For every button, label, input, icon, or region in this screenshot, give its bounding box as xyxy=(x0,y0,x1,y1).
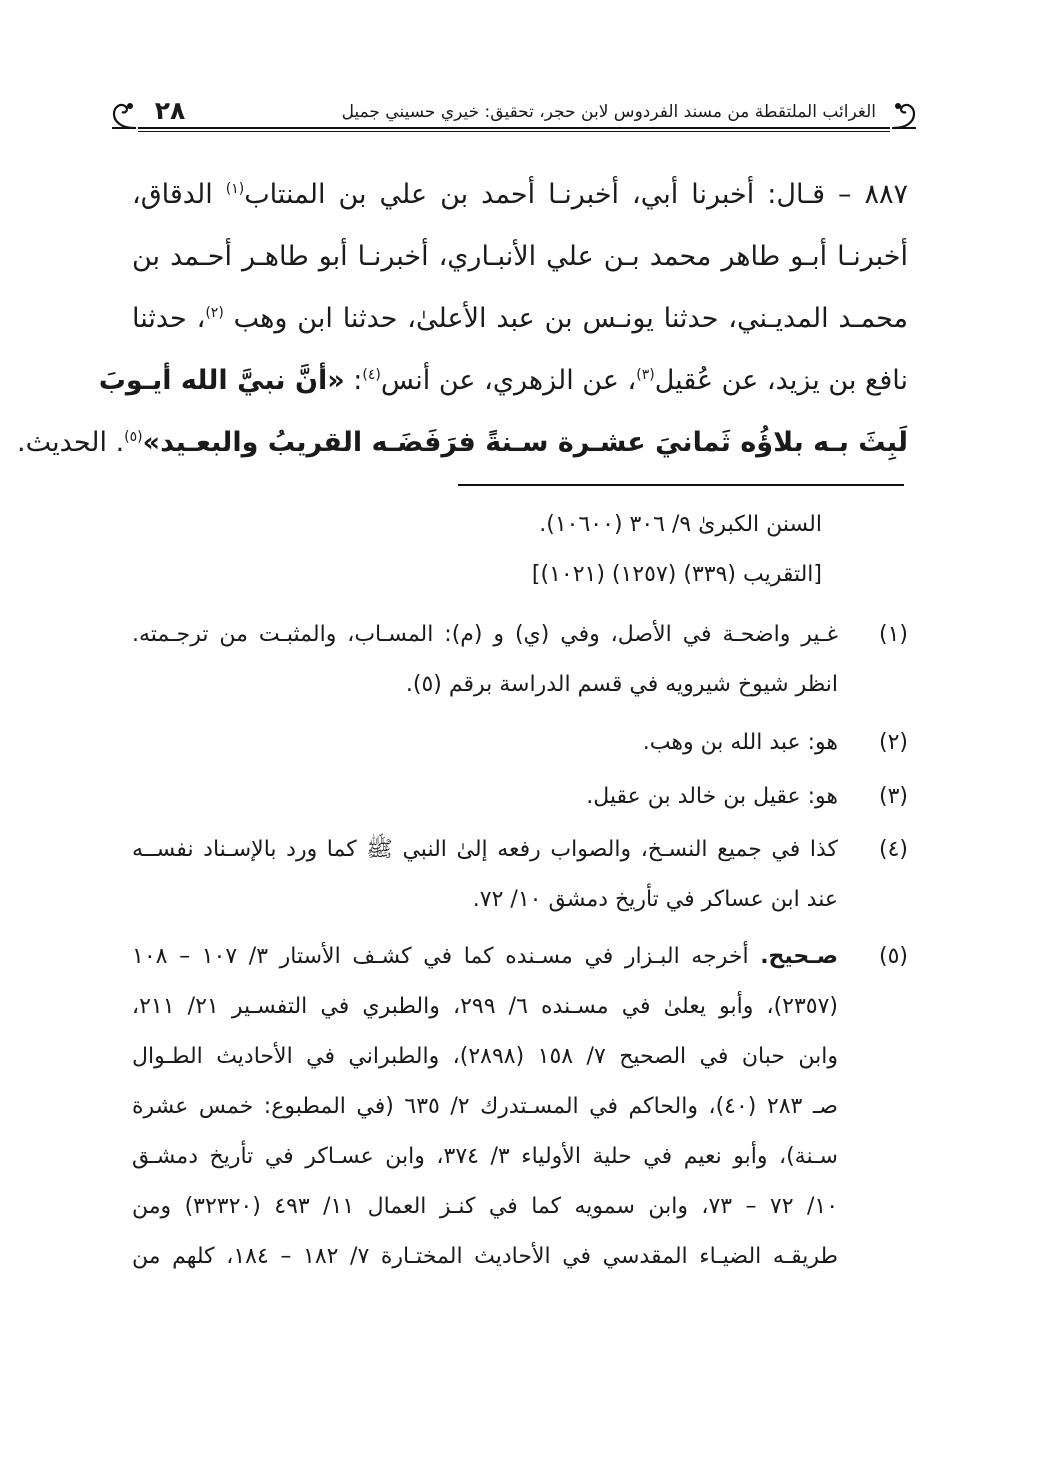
header-rule-thin xyxy=(138,131,890,132)
footnote-number: (٢) xyxy=(878,730,908,755)
footnote-text: (٢٣٥٧)، وأبو يعلىٰ في مسـنده ٦/ ٢٩٩، والطبري في التفسـير ٢١/ ٢١١، xyxy=(132,994,839,1019)
footnote-text: ١٠/ ٧٢ – ٧٣، وابن سمويه كما في كنـز العمال ١١/ ٤٩٣ (٣٢٣٢٠) ومن xyxy=(132,1194,839,1219)
footnote-number: (١) xyxy=(878,622,908,647)
footnote-text: صـحيح. أخرجه البـزار في مسـنده كما في كشـف الأستار ٣/ ١٠٧ – ١٠٨ xyxy=(132,944,839,969)
page-number: ٢٨ xyxy=(154,96,186,125)
footnote-divider xyxy=(458,484,904,486)
hadith-matn: لَبِثَ بـه بلاؤُه ثَمانيَ عشـرة سـنةً فرَفَضَـه القريبُ والبعـيد» xyxy=(142,427,908,458)
footnote-number: (٥) xyxy=(878,944,908,969)
footnote-text: سـنة)، وأبو نعيم في حلية الأولياء ٣/ ٣٧٤، وابن عسـاكر في تأريخ دمشـق xyxy=(132,1144,838,1169)
footnote-ref[interactable]: (١) xyxy=(225,181,245,197)
footnote-ref[interactable]: (٤) xyxy=(362,367,381,383)
footnote-text: كذا في جميع النسـخ، والصواب رفعه إلىٰ النبي ﷺ كما ورد بالإسـناد نفســه xyxy=(132,837,838,862)
hadith-line: محمـد المديـني، حدثنا يونـس بن عبد الأعلىٰ، حدثنا ابن وهب $^{(٢)}$، حدثنا xyxy=(132,303,908,334)
footnote-text: طريقـه الضيـاء المقدسي في الأحاديث المختـارة ٧/ ١٨٢ – ١٨٤، كلهم من xyxy=(132,1244,838,1269)
hadith-line: أخبرنـا أبـو طاهر محمد بـن علي الأنبـاري، أخبرنـا أبو طاهـر أحـمد بن xyxy=(132,241,908,272)
footnote-number: (٣) xyxy=(878,784,908,809)
footnote-text: هو: عقيل بن خالد بن عقيل. xyxy=(586,784,838,809)
footnote-number: (٤) xyxy=(878,837,908,862)
source-citation: السنن الكبرىٰ ٩/ ٣٠٦ (١٠٦٠٠). xyxy=(539,512,822,537)
ornament-left-icon xyxy=(108,98,138,132)
footnote-ref[interactable]: (٥) xyxy=(124,429,143,445)
hadith-text xyxy=(17,164,909,474)
header-rule xyxy=(138,127,890,129)
hadith-line: ٨٨٧ – قـال: أخبرنا أبي، أخبرنـا أحمد بن علي بن المنتاب$^{(١)}$ الدقاق، xyxy=(132,179,909,210)
footnote-ref[interactable]: (٣) xyxy=(636,367,655,383)
ornament-right-icon xyxy=(890,98,920,132)
footnote-text: صـ ٢٨٣ (٤٠)، والحاكم في المسـتدرك ٢/ ٦٣٥ (في المطبوع: خمس عشرة xyxy=(132,1094,838,1119)
running-header xyxy=(108,96,920,136)
hadith-line: لَبِثَ بـه بلاؤُه ثَمانيَ عشـرة سـنةً فرَفَضَـه القريبُ والبعـيد»$^{(٥)}$. الحديث. xyxy=(17,427,908,458)
footnote-text: غـير واضحـة في الأصل، وفي (ي) و (م): المسـاب، والمثبـت من ترجـمته. xyxy=(132,622,838,647)
footnote-text: وابن حبان في الصحيح ٧/ ١٥٨ (٢٨٩٨)، والطبراني في الأحاديث الطـوال xyxy=(132,1044,839,1069)
source-citation: [التقريب (٣٣٩) (١٢٥٧) (١٠٢١)] xyxy=(531,562,822,587)
footnote-text: انظر شيوخ شيرويه في قسم الدراسة برقم (٥). xyxy=(405,672,838,697)
grading-label: صـحيح. xyxy=(760,944,839,969)
hadith-matn: «أنَّ نبيَّ الله أيـوبَ xyxy=(98,365,345,396)
footnote-ref[interactable]: (٢) xyxy=(205,305,224,321)
book-title: الغرائب الملتقطة من مسند الفردوس لابن حجر، تحقيق: خيري حسيني جميل xyxy=(341,102,876,122)
footnote-text: هو: عبد الله بن وهب. xyxy=(642,730,838,755)
hadith-line: نافع بن يزيد، عن عُقيل$^{(٣)}$، عن الزهري، عن أنس$^{(٤)}$: «أنَّ نبيَّ الله أيـوبَ xyxy=(98,365,908,396)
footnote-text: عند ابن عساكر في تأريخ دمشق ١٠/ ٧٢. xyxy=(472,887,838,912)
